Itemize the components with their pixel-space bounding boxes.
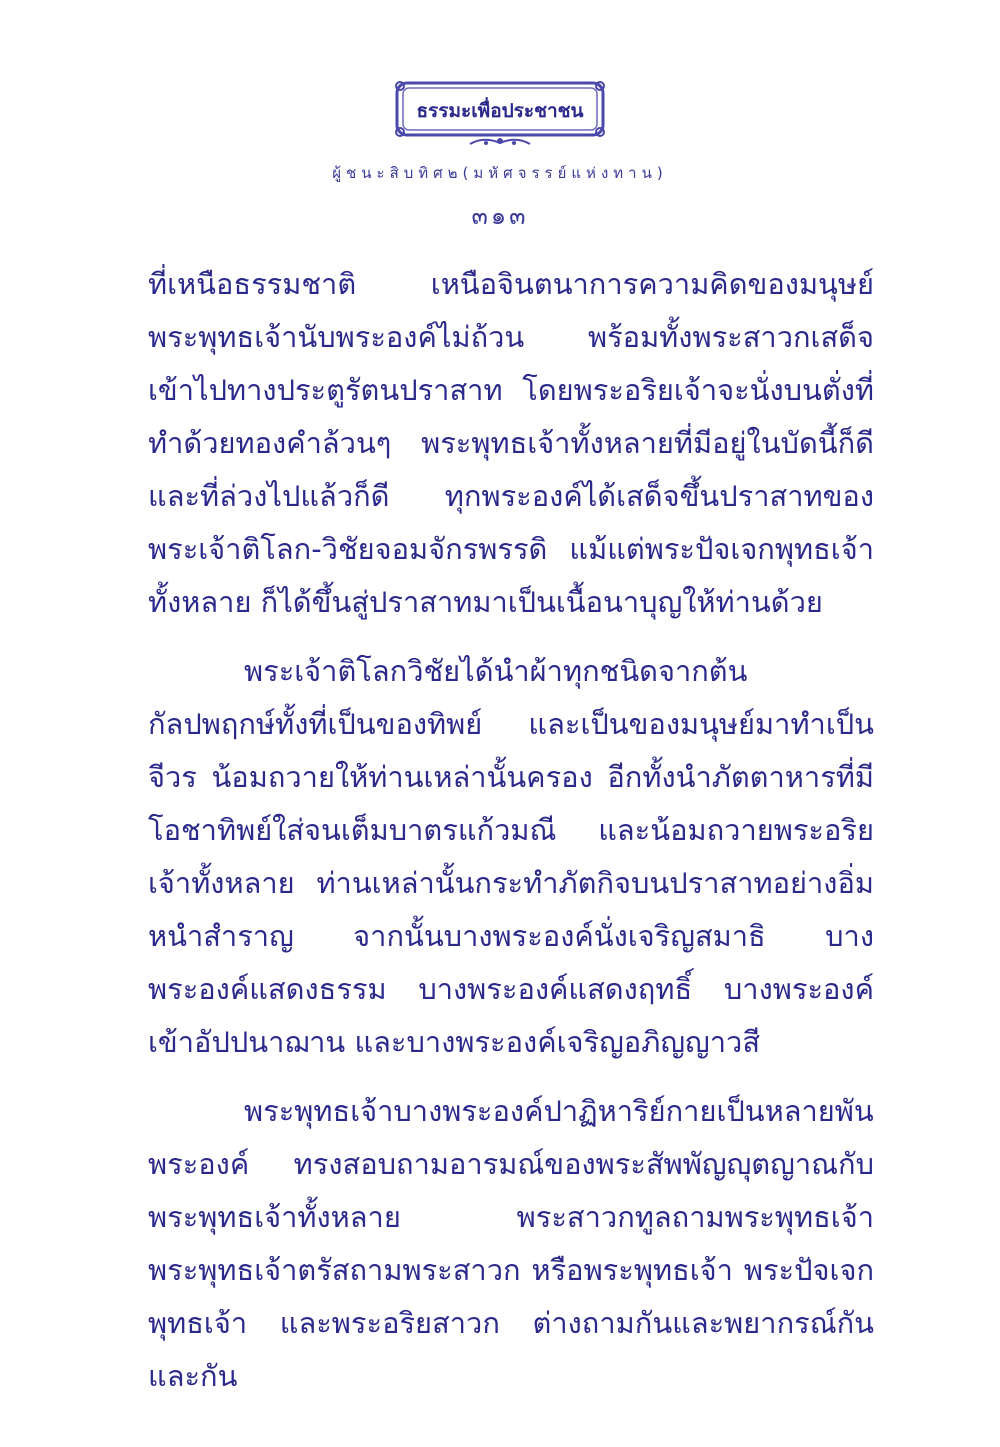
dhamma-logo <box>394 80 606 152</box>
paragraph-3: พระพุทธเจ้าบางพระองค์ปาฏิหาริย์กายเป็นหลายพันพระองค์ ทรงสอบถามอารมณ์ของพระสัพพัญญุตญาณกับพระพุทธเจ้าทั้งหลาย พระสาวกทูลถามพระพุทธเจ้า พระพุทธเจ้าตรัสถามพระสาวก หรือพระพุทธเจ้า พระปัจเจกพุทธเจ้า และพระอริยสาวก ต่างถามกันและพยากรณ์กันและกัน <box>148 1094 874 1393</box>
paragraph-1: ที่เหนือธรรมชาติ เหนือจินตนาการความคิดของมนุษย์ พระพุทธเจ้านับพระองค์ไม่ถ้วน พร้อมทั้งพระสาวกเสด็จเข้าไปทางประตูรัตนปราสาท โดยพระอริยเจ้าจะนั่งบนตั่งที่ทำด้วยทองคำล้วนๆ พระพุทธเจ้าทั้งหลายที่มีอยู่ในบัดนี้ก็ดี และที่ล่วงไปแล้วก็ดี ทุกพระองค์ได้เสด็จขึ้นปราสาทของพระเจ้าติโลก-วิชัยจอมจักรพรรดิ แม้แต่พระปัจเจกพุทธเจ้าทั้งหลาย ก็ได้ขึ้นสู่ปราสาทมาเป็นเนื้อนาบุญให้ท่านด้วย <box>148 267 874 619</box>
paragraph-2: พระเจ้าติโลกวิชัยได้นำผ้าทุกชนิดจากต้นกัลปพฤกษ์ทั้งที่เป็นของทิพย์ และเป็นของมนุษย์มาทำเป็นจีวร น้อมถวายให้ท่านเหล่านั้นครอง อีกทั้งนำภัตตาหารที่มีโอชาทิพย์ใส่จนเต็มบาตรแก้วมณี และน้อมถวายพระอริยเจ้าทั้งหลาย ท่านเหล่านั้นกระทำภัตกิจบนปราสาทอย่างอิ่มหนำสำราญ จากนั้นบางพระองค์นั่งเจริญสมาธิ บางพระองค์แสดงธรรม บางพระองค์แสดงฤทธิ์ บางพระองค์เข้าอัปปนาฌาน และบางพระองค์เจริญอภิญญาวสี <box>148 654 874 1059</box>
page-header <box>0 0 1000 230</box>
book-subtitle: ผู้ชนะสิบทิศ๒(มหัศจรรย์แห่งทาน) <box>332 164 668 182</box>
page-number: ๓๑๓ <box>471 202 529 230</box>
svg-text:ธรรมะเพื่อประชาชน: ธรรมะเพื่อประชาชน <box>416 100 584 122</box>
body-text <box>148 258 874 1419</box>
